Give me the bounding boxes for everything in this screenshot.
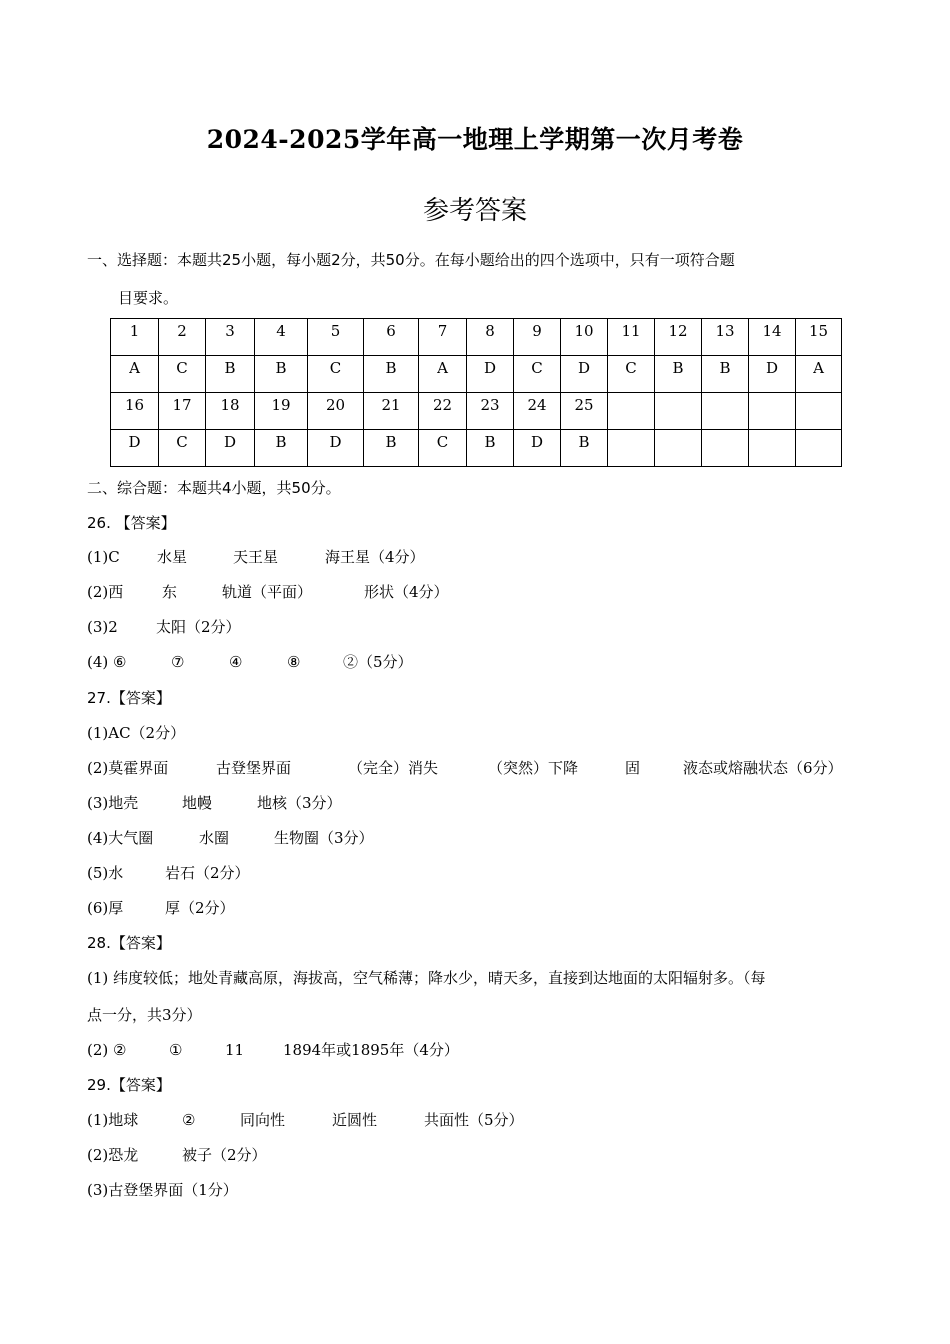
table-cell: 22 xyxy=(419,393,467,430)
table-cell: 21 xyxy=(364,393,419,430)
table-cell xyxy=(655,430,702,467)
table-cell: D xyxy=(308,430,364,467)
table-cell: 20 xyxy=(308,393,364,430)
table-cell: 8 xyxy=(467,319,514,356)
q27-answer-6: (6)厚 厚（2分） xyxy=(87,899,235,917)
q26-answer-2: (2)西 东 轨道（平面） 形状（4分） xyxy=(87,583,449,601)
table-cell: B xyxy=(364,430,419,467)
table-row-numbers-1 xyxy=(111,319,842,356)
q27-answer-5: (5)水 岩石（2分） xyxy=(87,864,250,882)
table-cell: D xyxy=(111,430,159,467)
table-cell: C xyxy=(308,356,364,393)
table-row-answers-1 xyxy=(111,356,842,393)
table-cell: A xyxy=(419,356,467,393)
q27-label: 27.【答案】 xyxy=(87,689,171,707)
q26-answer-1: (1)C 水星 天王星 海王星（4分） xyxy=(87,548,425,566)
table-cell: 13 xyxy=(702,319,749,356)
table-cell: 1 xyxy=(111,319,159,356)
table-cell: B xyxy=(255,430,308,467)
table-cell: D xyxy=(561,356,608,393)
table-cell xyxy=(749,393,796,430)
table-cell xyxy=(749,430,796,467)
table-cell: 7 xyxy=(419,319,467,356)
table-cell: C xyxy=(514,356,561,393)
q28-answer-1-cont: 点一分，共3分） xyxy=(87,1006,202,1024)
table-cell: 17 xyxy=(159,393,206,430)
table-cell: B xyxy=(364,356,419,393)
table-cell: B xyxy=(655,356,702,393)
table-cell: 16 xyxy=(111,393,159,430)
table-cell: C xyxy=(419,430,467,467)
table-cell: A xyxy=(796,356,842,393)
table-cell: A xyxy=(111,356,159,393)
table-cell: D xyxy=(467,356,514,393)
table-cell: D xyxy=(514,430,561,467)
table-cell: 19 xyxy=(255,393,308,430)
table-cell: 2 xyxy=(159,319,206,356)
table-cell: D xyxy=(749,356,796,393)
table-row-numbers-2 xyxy=(111,393,842,430)
table-cell: C xyxy=(159,356,206,393)
q29-answer-1: (1)地球 ② 同向性 近圆性 共面性（5分） xyxy=(87,1111,524,1129)
table-cell: C xyxy=(159,430,206,467)
q28-answer-1: (1) 纬度较低；地处青藏高原，海拔高，空气稀薄；降水少，晴天多，直接到达地面的太阳辐射多。（每 xyxy=(87,969,766,987)
table-cell xyxy=(702,430,749,467)
table-cell: 4 xyxy=(255,319,308,356)
q29-answer-2: (2)恐龙 被子（2分） xyxy=(87,1146,267,1164)
table-cell: 11 xyxy=(608,319,655,356)
table-cell xyxy=(608,393,655,430)
table-cell xyxy=(796,393,842,430)
table-cell xyxy=(702,393,749,430)
q29-answer-3: (3)古登堡界面（1分） xyxy=(87,1181,238,1199)
table-cell: B xyxy=(702,356,749,393)
table-cell: 14 xyxy=(749,319,796,356)
table-cell: 6 xyxy=(364,319,419,356)
table-cell: 24 xyxy=(514,393,561,430)
q29-label: 29.【答案】 xyxy=(87,1076,171,1094)
q26-label: 26. 【答案】 xyxy=(87,514,176,532)
table-cell: 12 xyxy=(655,319,702,356)
answer-table xyxy=(110,318,842,467)
table-cell: B xyxy=(255,356,308,393)
table-cell: 3 xyxy=(206,319,255,356)
table-cell: B xyxy=(467,430,514,467)
q27-answer-1: (1)AC（2分） xyxy=(87,724,186,742)
q27-answer-4: (4)大气圈 水圈 生物圈（3分） xyxy=(87,829,374,847)
page-subtitle: 参考答案 xyxy=(422,196,527,226)
table-cell xyxy=(796,430,842,467)
table-cell: 10 xyxy=(561,319,608,356)
section2-heading: 二、综合题：本题共4小题，共50分。 xyxy=(87,479,341,497)
table-cell: D xyxy=(206,430,255,467)
table-cell: B xyxy=(206,356,255,393)
table-cell: 18 xyxy=(206,393,255,430)
table-cell: 25 xyxy=(561,393,608,430)
table-cell xyxy=(608,430,655,467)
section1-heading-cont: 目要求。 xyxy=(118,289,179,307)
q27-answer-3: (3)地壳 地幔 地核（3分） xyxy=(87,794,342,812)
table-cell: 23 xyxy=(467,393,514,430)
table-row-answers-2 xyxy=(111,430,842,467)
table-cell: C xyxy=(608,356,655,393)
page-title: 2024-2025学年高一地理上学期第一次月考卷 xyxy=(206,125,744,154)
table-cell: B xyxy=(561,430,608,467)
table-cell: 15 xyxy=(796,319,842,356)
table-cell xyxy=(655,393,702,430)
q26-answer-4: (4) ⑥ ⑦ ④ ⑧ ②（5分） xyxy=(87,653,413,671)
table-cell: 5 xyxy=(308,319,364,356)
table-cell: 9 xyxy=(514,319,561,356)
section1-heading: 一、选择题：本题共25小题，每小题2分，共50分。在每小题给出的四个选项中，只有一项符合题 xyxy=(87,251,735,269)
q28-answer-2: (2) ② ① 11 1894年或1895年（4分） xyxy=(87,1041,459,1059)
q28-label: 28.【答案】 xyxy=(87,934,171,952)
q27-answer-2: (2)莫霍界面 古登堡界面 （完全）消失 （突然）下降 固 液态或熔融状态（6分） xyxy=(87,759,843,777)
q26-answer-3: (3)2 太阳（2分） xyxy=(87,618,241,636)
